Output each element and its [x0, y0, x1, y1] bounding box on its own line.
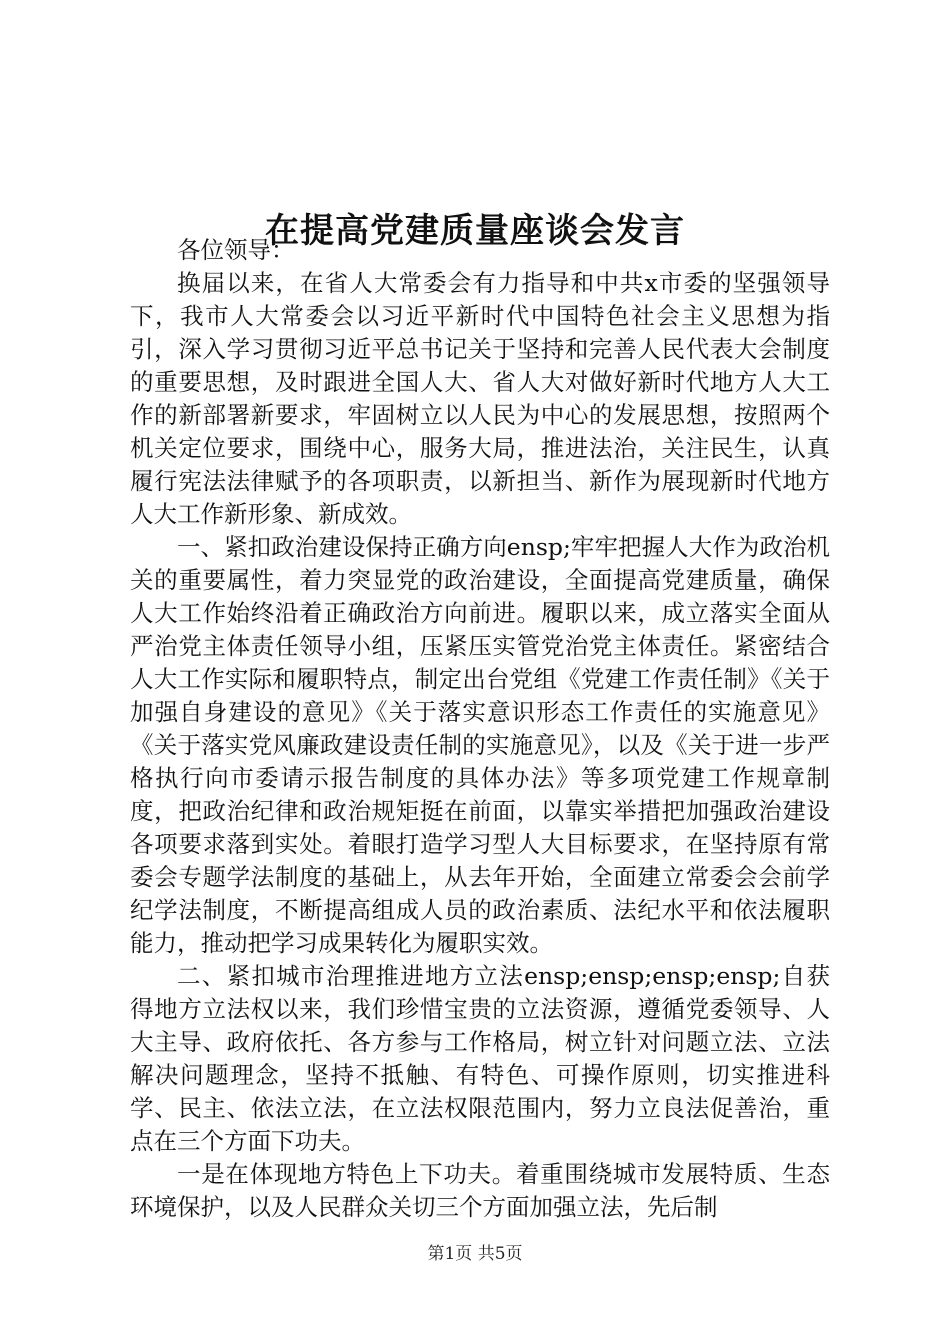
document-body — [130, 234, 830, 1224]
paragraph-section-2: 二、紧扣城市治理推进地方立法ensp;ensp;ensp;ensp;自获得地方立法权以来，我们珍惜宝贵的立法资源，遵循党委领导、人大主导、政府依托、各方参与工作格局，树立针对问题立法、立法解决问题理念，坚持不抵触、有特色、可操作原则，切实推进科学、民主、依法立法，在立法权限范围内，努力立良法促善治，重点在三个方面下功夫。 — [130, 962, 830, 1155]
salutation: 各位领导： — [177, 236, 295, 264]
page-footer: 第1页 共5页 — [427, 1244, 523, 1264]
paragraph-section-1: 一、紧扣政治建设保持正确方向ensp;牢牢把握人大作为政治机关的重要属性，着力突显党的政治建设，全面提高党建质量，确保人大工作始终沿着正确政治方向前进。履职以来，成立落实全面从严治党主体责任领导小组，压紧压实管党治党主体责任。紧密结合人大工作实际和履职特点，制定出台党组《党建工作责任制》《关于加强自身建设的意见》《关于落实意识形态工作责任的实施意见》《关于落实党风廉政建设责任制的实施意见》，以及《关于进一步严格执行向市委请示报告制度的具体办法》等多项党建工作规章制度，把政治纪律和政治规矩挺在前面，以靠实举措把加强政治建设各项要求落到实处。着眼打造学习型人大目标要求，在坚持原有常委会专题学法制度的基础上，从去年开始，全面建立常委会会前学纪学法制度，不断提高组成人员的政治素质、法纪水平和依法履职能力，推动把学习成果转化为履职实效。 — [130, 533, 830, 957]
document-title: 在提高党建质量座谈会发言 — [265, 210, 685, 251]
paragraph-intro: 换届以来，在省人大常委会有力指导和中共x市委的坚强领导下，我市人大常委会以习近平新时代中国特色社会主义思想为指引，深入学习贯彻习近平总书记关于坚持和完善人民代表大会制度的重要思想，及时跟进全国人大、省人大对做好新时代地方人大工作的新部署新要求，牢固树立以人民为中心的发展思想，按照两个机关定位要求，围绕中心，服务大局，推进法治，关注民生，认真履行宪法法律赋予的各项职责，以新担当、新作为展现新时代地方人大工作新形象、新成效。 — [130, 269, 830, 528]
paragraph-point-1: 一是在体现地方特色上下功夫。着重围绕城市发展特质、生态环境保护，以及人民群众关切三个方面加强立法，先后制 — [130, 1160, 830, 1221]
